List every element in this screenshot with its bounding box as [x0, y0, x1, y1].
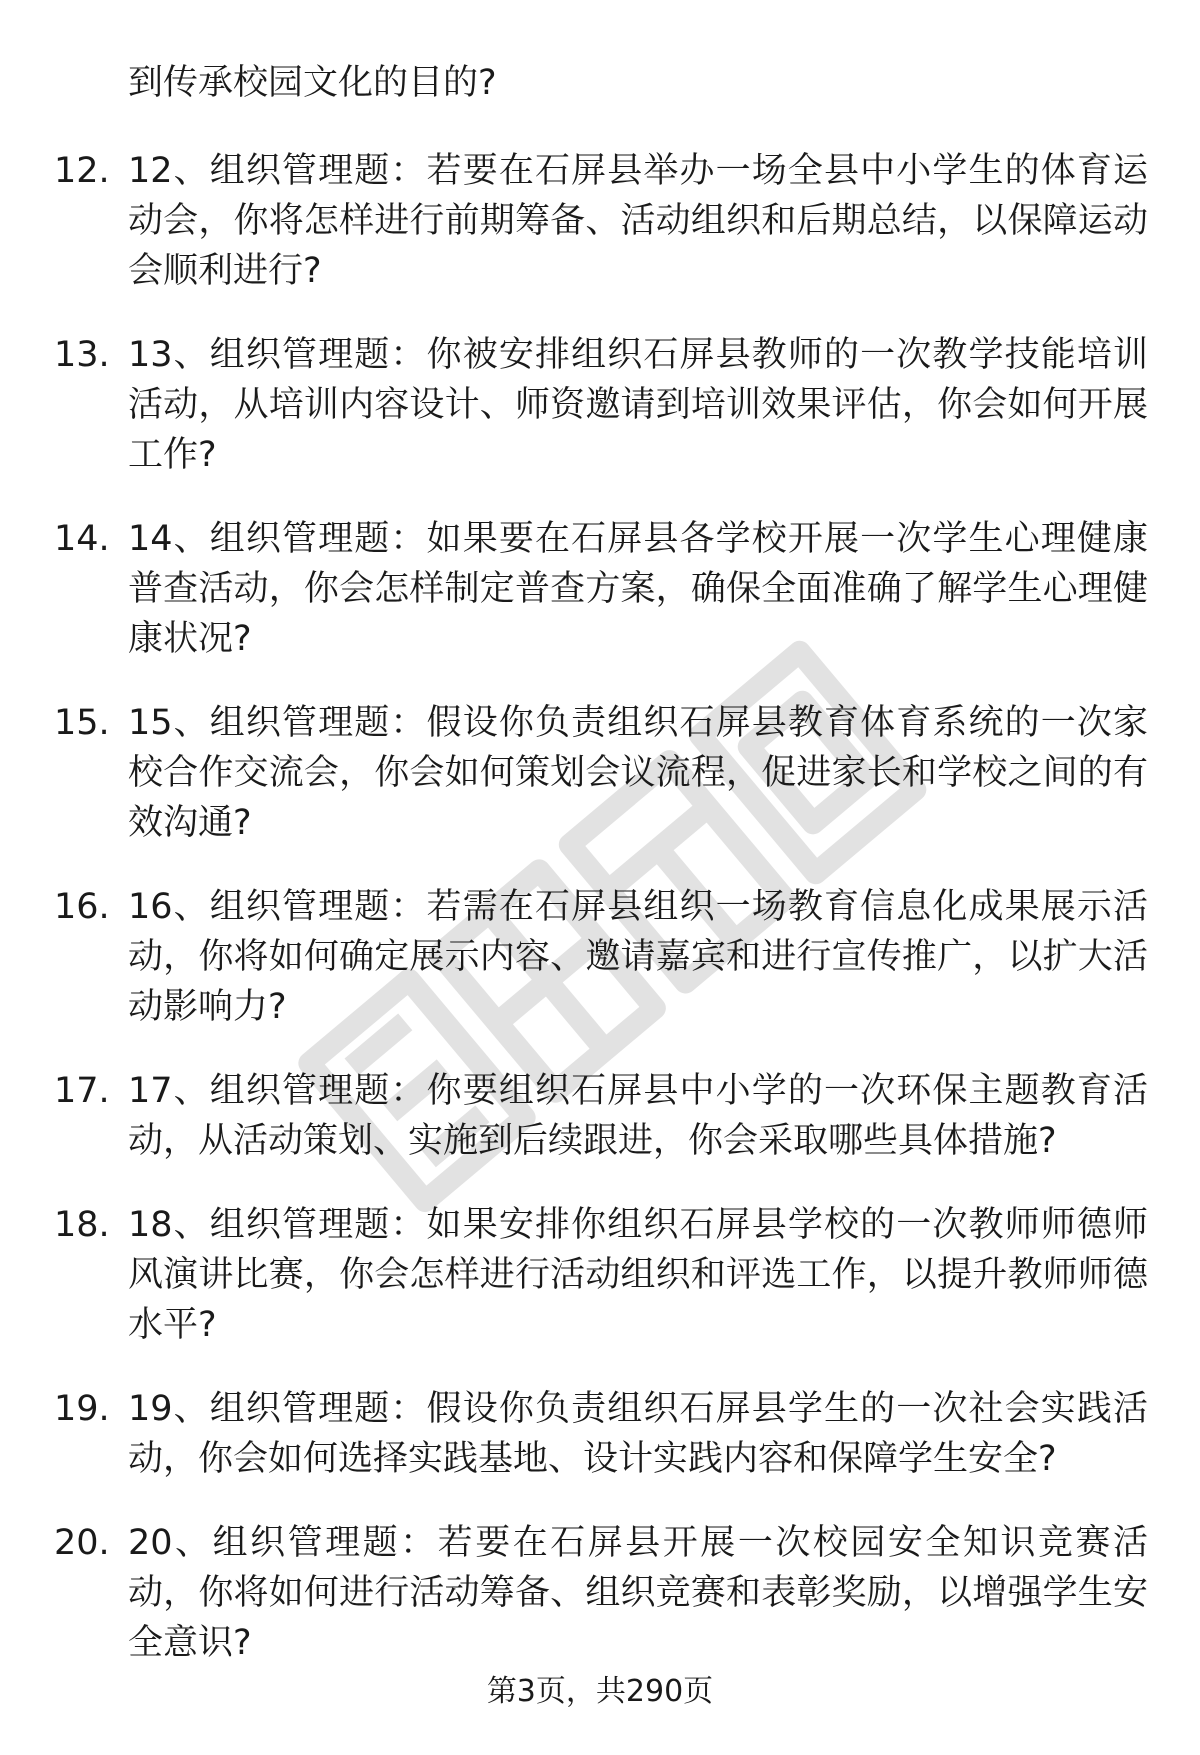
- continuation-text: 到传承校园文化的目的?: [128, 63, 497, 103]
- list-number: 13.: [54, 335, 110, 375]
- list-item: [0, 1200, 1200, 1350]
- list-number: 15.: [54, 703, 110, 743]
- list-item: [0, 1518, 1200, 1668]
- question-text: 13、组织管理题：你被安排组织石屏县教师的一次教学技能培训活动，从培训内容设计、师资邀请到培训效果评估，你会如何开展工作?: [128, 335, 1148, 475]
- list-number: 12.: [54, 151, 110, 191]
- list-item: [0, 330, 1200, 480]
- list-number: 19.: [54, 1389, 110, 1429]
- question-text: 12、组织管理题：若要在石屏县举办一场全县中小学生的体育运动会，你将怎样进行前期筹备、活动组织和后期总结，以保障运动会顺利进行?: [128, 151, 1148, 291]
- question-text: 18、组织管理题：如果安排你组织石屏县学校的一次教师师德师风演讲比赛，你会怎样进行活动组织和评选工作，以提升教师师德水平?: [128, 1205, 1148, 1345]
- list-item: [0, 882, 1200, 1032]
- list-item: [0, 1384, 1200, 1484]
- list-number: 18.: [54, 1205, 110, 1245]
- list-number: 17.: [54, 1071, 110, 1111]
- page-footer: 第3页，共290页: [486, 1674, 714, 1709]
- question-text: 17、组织管理题：你要组织石屏县中小学的一次环保主题教育活动，从活动策划、实施到后续跟进，你会采取哪些具体措施?: [128, 1071, 1148, 1161]
- list-number: 20.: [54, 1523, 110, 1563]
- list-item: [0, 514, 1200, 664]
- question-list: [0, 146, 1200, 1702]
- question-text: 20、组织管理题：若要在石屏县开展一次校园安全知识竞赛活动，你将如何进行活动筹备、组织竞赛和表彰奖励，以增强学生安全意识?: [128, 1523, 1148, 1663]
- list-number: 16.: [54, 887, 110, 927]
- question-text: 14、组织管理题：如果要在石屏县各学校开展一次学生心理健康普查活动，你会怎样制定普查方案，确保全面准确了解学生心理健康状况?: [128, 519, 1148, 659]
- question-text: 19、组织管理题：假设你负责组织石屏县学生的一次社会实践活动，你会如何选择实践基地、设计实践内容和保障学生安全?: [128, 1389, 1148, 1479]
- question-text: 15、组织管理题：假设你负责组织石屏县教育体育系统的一次家校合作交流会，你会如何策划会议流程，促进家长和学校之间的有效沟通?: [128, 703, 1148, 843]
- list-item: [0, 146, 1200, 296]
- list-item: [0, 1066, 1200, 1166]
- list-number: 14.: [54, 519, 110, 559]
- list-item: [0, 698, 1200, 848]
- question-text: 16、组织管理题：若需在石屏县组织一场教育信息化成果展示活动，你将如何确定展示内容、邀请嘉宾和进行宣传推广，以扩大活动影响力?: [128, 887, 1148, 1027]
